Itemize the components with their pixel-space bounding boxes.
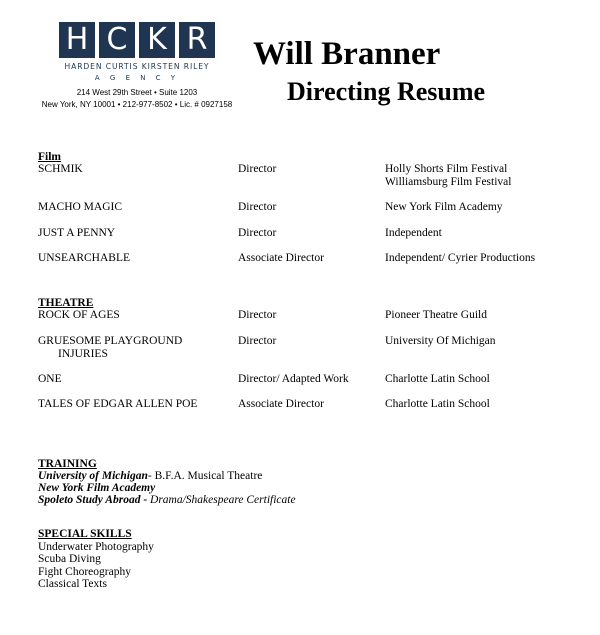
film-role: Director <box>238 163 277 175</box>
film-title: SCHMIK <box>38 163 83 175</box>
skill-item: Fight Choreography <box>38 566 131 578</box>
theatre-role: Director <box>238 335 277 347</box>
theatre-title: ONE <box>38 373 62 385</box>
film-title: MACHO MAGIC <box>38 201 123 213</box>
skill-item: Underwater Photography <box>38 541 154 553</box>
theatre-venue: University Of Michigan <box>385 335 496 347</box>
theatre-title: ROCK OF AGES <box>38 309 120 321</box>
film-venue: Holly Shorts Film Festival <box>385 163 508 175</box>
film-role: Director <box>238 201 277 213</box>
training-detail: Drama/Shakespeare Certificate <box>147 494 296 506</box>
training-item <box>38 494 296 507</box>
training-detail: - B.F.A. Musical Theatre <box>147 470 263 482</box>
film-venue: Independent <box>385 227 442 239</box>
theatre-venue: Charlotte Latin School <box>385 373 490 385</box>
resume-subtitle: Directing Resume <box>287 77 486 106</box>
theatre-title: GRUESOME PLAYGROUND <box>38 335 183 347</box>
training-school: Spoleto Study Abroad - <box>38 494 148 506</box>
agency-word: A G E N C Y <box>94 74 180 82</box>
film-heading: Film <box>38 151 61 163</box>
theatre-heading: THEATRE <box>38 297 94 309</box>
theatre-venue: Charlotte Latin School <box>385 398 490 410</box>
theatre-role: Associate Director <box>238 398 324 410</box>
theatre-title: TALES OF EDGAR ALLEN POE <box>38 398 198 410</box>
theatre-venue: Pioneer Theatre Guild <box>385 309 487 321</box>
training-heading: TRAINING <box>38 458 97 470</box>
training-school: University of Michigan <box>38 470 148 482</box>
film-venue: Independent/ Cyrier Productions <box>385 252 536 264</box>
theatre-role: Director/ Adapted Work <box>238 373 349 385</box>
logo-letter: K <box>139 22 175 58</box>
agency-logo <box>59 22 215 58</box>
logo-letter: R <box>179 22 215 58</box>
film-role: Associate Director <box>238 252 324 264</box>
theatre-role: Director <box>238 309 277 321</box>
resume-name: Will Branner <box>253 36 441 72</box>
film-title: JUST A PENNY <box>38 227 116 239</box>
film-role: Director <box>238 227 277 239</box>
agency-address-line2: New York, NY 10001 • 212-977-8502 • Lic. # 0927158 <box>41 100 233 109</box>
logo-letter: C <box>99 22 135 58</box>
theatre-title-cont: INJURIES <box>58 348 108 360</box>
skill-item: Scuba Diving <box>38 553 101 565</box>
agency-address-line1: 214 West 29th Street • Suite 1203 <box>76 88 198 97</box>
film-title: UNSEARCHABLE <box>38 252 131 264</box>
agency-name: HARDEN CURTIS KIRSTEN RILEY <box>64 62 210 71</box>
skills-heading: SPECIAL SKILLS <box>38 528 132 540</box>
training-school: New York Film Academy <box>38 482 156 494</box>
film-venue: Williamsburg Film Festival <box>385 176 512 188</box>
skill-item: Classical Texts <box>38 578 107 590</box>
logo-letter: H <box>59 22 95 58</box>
film-venue: New York Film Academy <box>385 201 503 213</box>
